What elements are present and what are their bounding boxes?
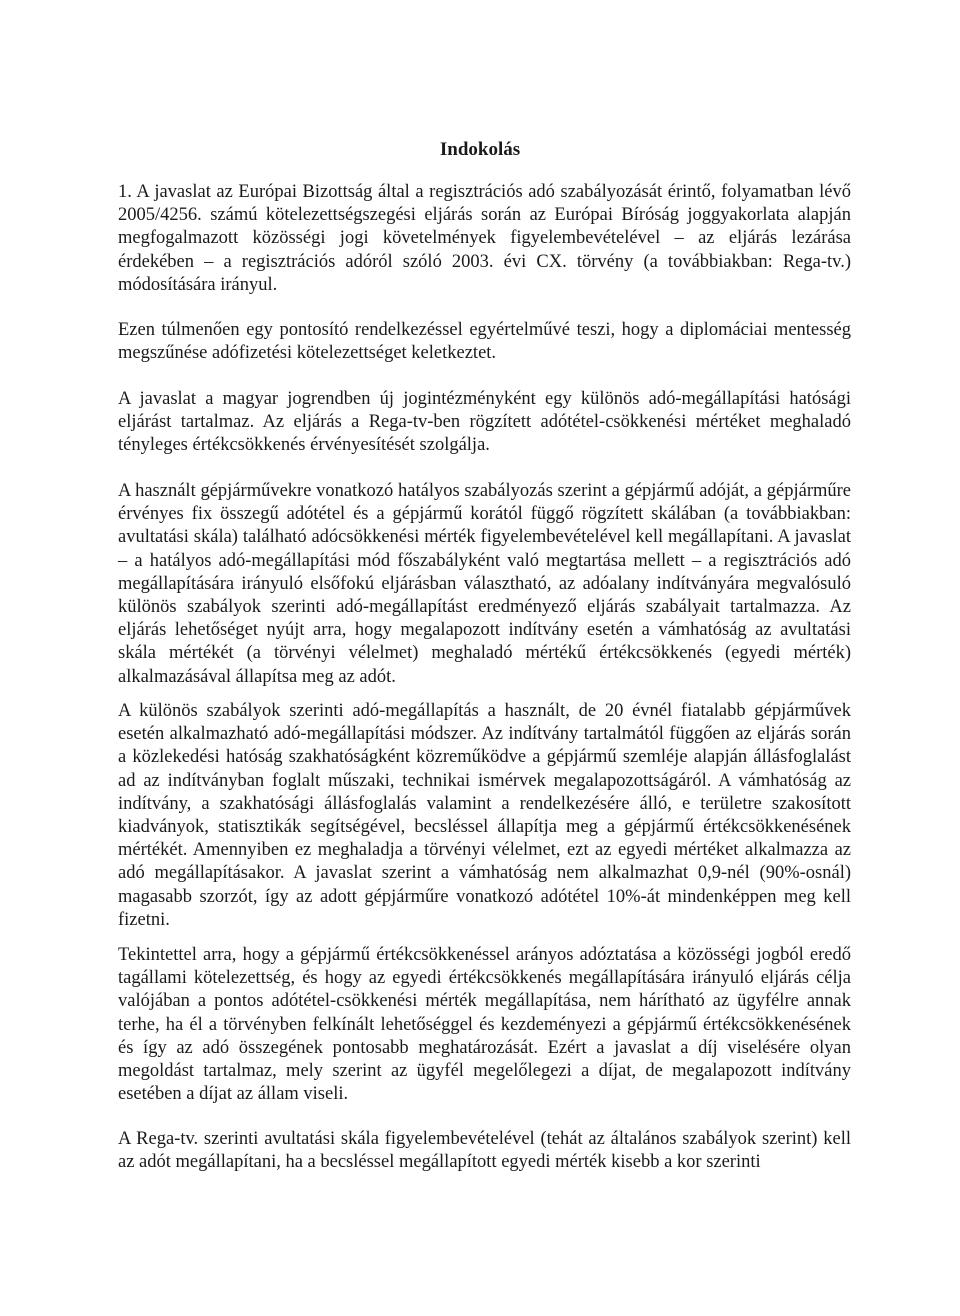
paragraph-5-special-rules: A különös szabályok szerinti adó-megállapítás a használt, de 20 évnél fiatalabb gépjárművek esetén alkalmazható adó-megállapítási módszer. Az indítvány tartalmától függően az eljárás során a közlekedési hatóság szakhatóságként közreműködve a gépjármű szemléje alapján állásfoglalást ad az indítványban foglalt műszaki, technikai ismérvek megalapozottságáról. A vámhatóság az indítvány, a szakhatósági állásfoglalás valamint a rendelkezésére álló, e területre szakosított kiadványok, statisztikák segítségével, becsléssel állapítja meg a gépjármű értékcsökkenésének mértékét. Amennyiben ez meghaladja a törvényi vélelmet, ezt az egyedi mértéket alkalmazza az adó megállapításakor. A javaslat szerint a vámhatóság nem alkalmazhat 0,9-nél (90%-osnál) magasabb szorzót, így az adott gépjárműre vonatkozó adótétel 10%-át mindenképpen meg kell fizetni. [118,701,851,930]
paragraph-1-subject: 1. A javaslat az Európai Bizottság által a regisztrációs adó szabályozását érintő, folyamatban lévő 2005/4256. számú kötelezettségszegési eljárás során az Európai Bíróság joggyakorlata alapján megfogalmazott közösségi jogi követelmények figyelembevételével – az eljárás lezárása érdekében – a regisztrációs adóról szóló 2003. évi CX. törvény (a továbbiakban: Rega-tv.) módosítására irányul. [118,182,851,295]
paragraph-2-diplomatic-exemption: Ezen túlmenően egy pontosító rendelkezéssel egyértelművé teszi, hogy a diplomáciai mentesség megszűnése adófizetési kötelezettséget keletkeztet. [118,320,851,364]
paragraph-7-depreciation-scale: A Rega-tv. szerinti avultatási skála figyelembevételével (tehát az általános szabályok szerint) kell az adót megállapítani, ha a becsléssel megállapított egyedi mérték kisebb a kor szerinti [118,1129,851,1173]
paragraph-6-fee: Tekintettel arra, hogy a gépjármű értékcsökkenéssel arányos adóztatása a közösségi jogból eredő tagállami kötelezettség, és hogy az egyedi értékcsökkenés megállapítására irányuló eljárás célja valójában a pontos adótétel-csökkenési mérték megállapítása, nem hárítható az ügyfélre annak terhe, ha él a törvényben felkínált lehetőséggel és kezdeményezi a gépjármű értékcsökkenésének és így az adó összegének pontosabb meghatározását. Ezért a javaslat a díj viselésére olyan megoldást tartalmaz, mely szerint az ügyfél megelőlegezi a díjat, de megalapozott indítvány esetében a díjat az állam viseli. [118,945,851,1105]
paragraph-3-special-procedure: A javaslat a magyar jogrendben új jogintézményként egy különös adó-megállapítási hatósági eljárást tartalmaz. Az eljárás a Rega-tv-ben rögzített adótétel-csökkenési mértéket meghaladó tényleges értékcsökkenés érvényesítését szolgálja. [118,389,851,456]
paragraph-4-used-vehicles: A használt gépjárművekre vonatkozó hatályos szabályozás szerint a gépjármű adóját, a gépjárműre érvényes fix összegű adótétel és a gépjármű korától függő rögzített skálában (a továbbiakban: avultatási skála) található adócsökkenési mérték figyelembevételével kell megállapítani. A javaslat – a hatályos adó-megállapítási mód főszabályként való megtartása mellett – a regisztrációs adó megállapítására irányuló elsőfokú eljárásban választható, az adóalany indítványára megvalósuló különös szabályok szerinti adó-megállapítást eredményező eljárás szabályait tartalmazza. Az eljárás lehetőséget nyújt arra, hogy megalapozott indítvány esetén a vámhatóság az avultatási skála mértékét (a törvényi vélelmet) meghaladó mértékű értékcsökkenés (egyedi mérték) alkalmazásával állapítsa meg az adót. [118,481,851,687]
document-title: Indokolás [439,139,521,160]
